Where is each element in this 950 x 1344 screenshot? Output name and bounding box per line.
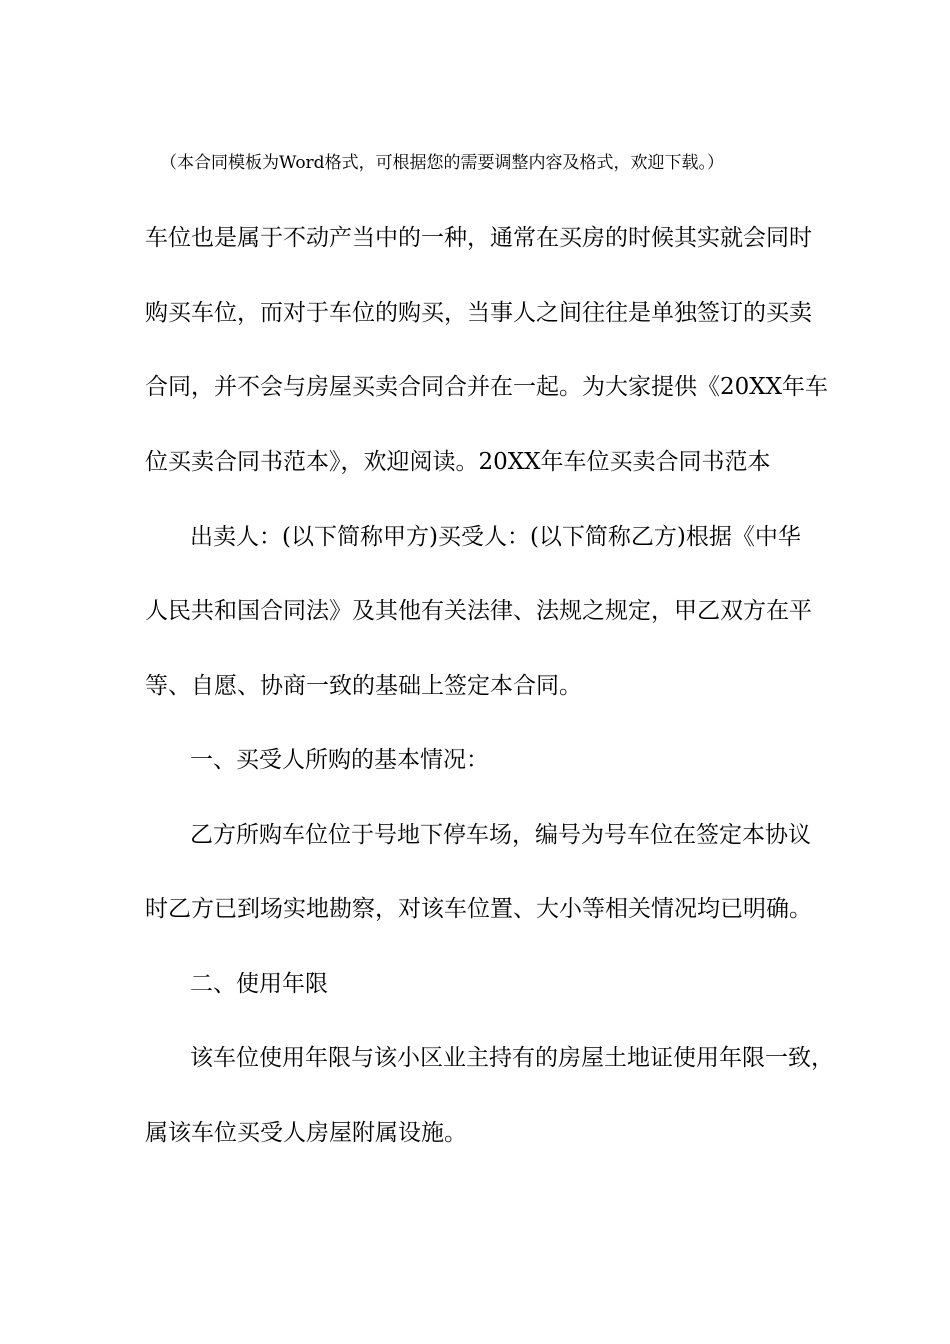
parties-line-2: 人民共和国合同法》及其他有关法律、法规之规定，甲乙双方在平: [145, 598, 812, 624]
intro-line-2: 购买车位，而对于车位的购买，当事人之间往往是单独签订的买卖: [145, 300, 812, 326]
parties-line-1: 出卖人：(以下简称甲方)买受人：(以下简称乙方)根据《中华: [190, 524, 801, 550]
section-1-line-1: 乙方所购车位位于号地下停车场，编号为号车位在签定本协议: [190, 822, 811, 848]
section-2-heading: 二、使用年限: [190, 971, 328, 997]
section-1-line-2: 时乙方已到场实地勘察，对该车位置、大小等相关情况均已明确。: [145, 896, 812, 922]
intro-line-4: 位买卖合同书范本》，欢迎阅读。20XX年车位买卖合同书范本: [145, 449, 771, 475]
intro-line-3: 合同，并不会与房屋买卖合同合并在一起。为大家提供《20XX年车: [145, 374, 829, 400]
section-2-line-2: 属该车位买受人房屋附属设施。: [145, 1120, 467, 1146]
intro-line-1: 车位也是属于不动产当中的一种，通常在买房的时候其实就会同时: [145, 225, 812, 251]
section-1-heading: 一、买受人所购的基本情况：: [190, 747, 489, 773]
section-2-line-1: 该车位使用年限与该小区业主持有的房屋土地证使用年限一致，: [190, 1045, 834, 1071]
parties-line-3: 等、自愿、协商一致的基础上签定本合同。: [145, 673, 582, 699]
template-note: （本合同模板为Word格式，可根据您的需要调整内容及格式，欢迎下载。）: [160, 153, 725, 173]
